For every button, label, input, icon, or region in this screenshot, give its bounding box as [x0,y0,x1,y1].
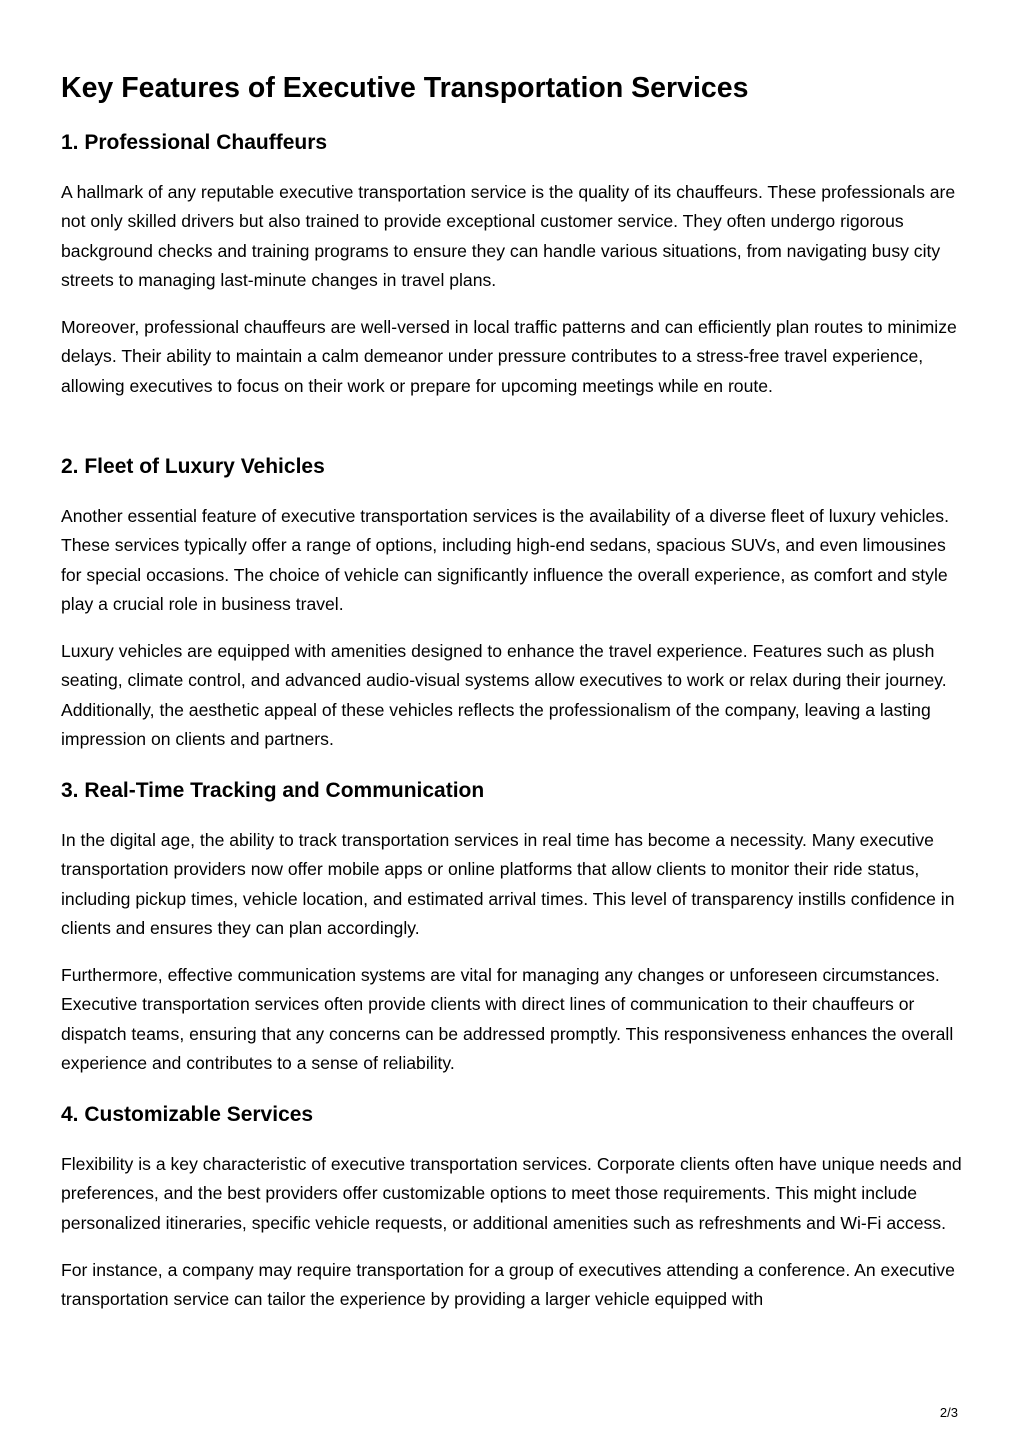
paragraph: A hallmark of any reputable executive transportation service is the quality of its chauffeurs. These professionals are not only skilled drivers but also trained to provide exceptional customer service. They often undergo rigorous background checks and training programs to ensure they can handle various situations, from navigating busy city streets to managing last-minute changes in travel plans. [61,182,956,290]
paragraph: Moreover, professional chauffeurs are well-versed in local traffic patterns and can efficiently plan routes to minimize delays. Their ability to maintain a calm demeanor under pressure contributes to a stress-free travel experience, allowing executives to focus on their work or prepare for upcoming meetings while en route. [61,317,957,396]
page-title: Key Features of Executive Transportation Services [61,72,749,104]
page-number: 2/3 [939,1405,958,1420]
paragraph: Luxury vehicles are equipped with amenities designed to enhance the travel experience. Features such as plush seating, climate control, and advanced audio-visual systems allow executives to work or relax during their journey. Additionally, the aesthetic appeal of these vehicles reflects the professionalism of the company, leaving a lasting impression on clients and partners. [61,641,947,750]
section-heading: 3. Real-Time Tracking and Communication [61,779,485,802]
section-customizable-services [61,1101,965,1332]
paragraph: In the digital age, the ability to track transportation services in real time has become a necessity. Many executive transportation providers now offer mobile apps or online platforms that allow clients to monitor their ride status, including pickup times, vehicle location, and estimated arrival times. This level of transparency instills confidence in clients and ensures they can plan accordingly. [61,830,955,938]
section-real-time-tracking [61,777,965,1096]
section-fleet-of-luxury-vehicles [61,453,965,772]
paragraph: Another essential feature of executive transportation services is the availability of a diverse fleet of luxury vehicles. These services typically offer a range of options, including high-end sedans, spacious SUVs, and even limousines for special occasions. The choice of vehicle can significantly influence the overall experience, as comfort and style play a crucial role in business travel. [61,506,949,614]
section-heading: 4. Customizable Services [61,1103,314,1126]
paragraph: Flexibility is a key characteristic of executive transportation services. Corporate clients often have unique needs and preferences, and the best providers offer customizable options to meet those requirements. This might include personalized itineraries, specific vehicle requests, or additional amenities such as refreshments and Wi-Fi access. [61,1154,962,1233]
section-heading: 1. Professional Chauffeurs [61,131,328,154]
section-professional-chauffeurs [61,129,965,419]
paragraph: For instance, a company may require transportation for a group of executives attending a conference. An executive transportation service can tailor the experience by providing a larger vehicle equipped with [61,1259,955,1310]
section-heading: 2. Fleet of Luxury Vehicles [61,455,325,478]
paragraph: Furthermore, effective communication systems are vital for managing any changes or unforeseen circumstances. Executive transportation services often provide clients with direct lines of communication to their chauffeurs or dispatch teams, ensuring that any concerns can be addressed promptly. This responsiveness enhances the overall experience and contributes to a sense of reliability. [61,965,954,1074]
